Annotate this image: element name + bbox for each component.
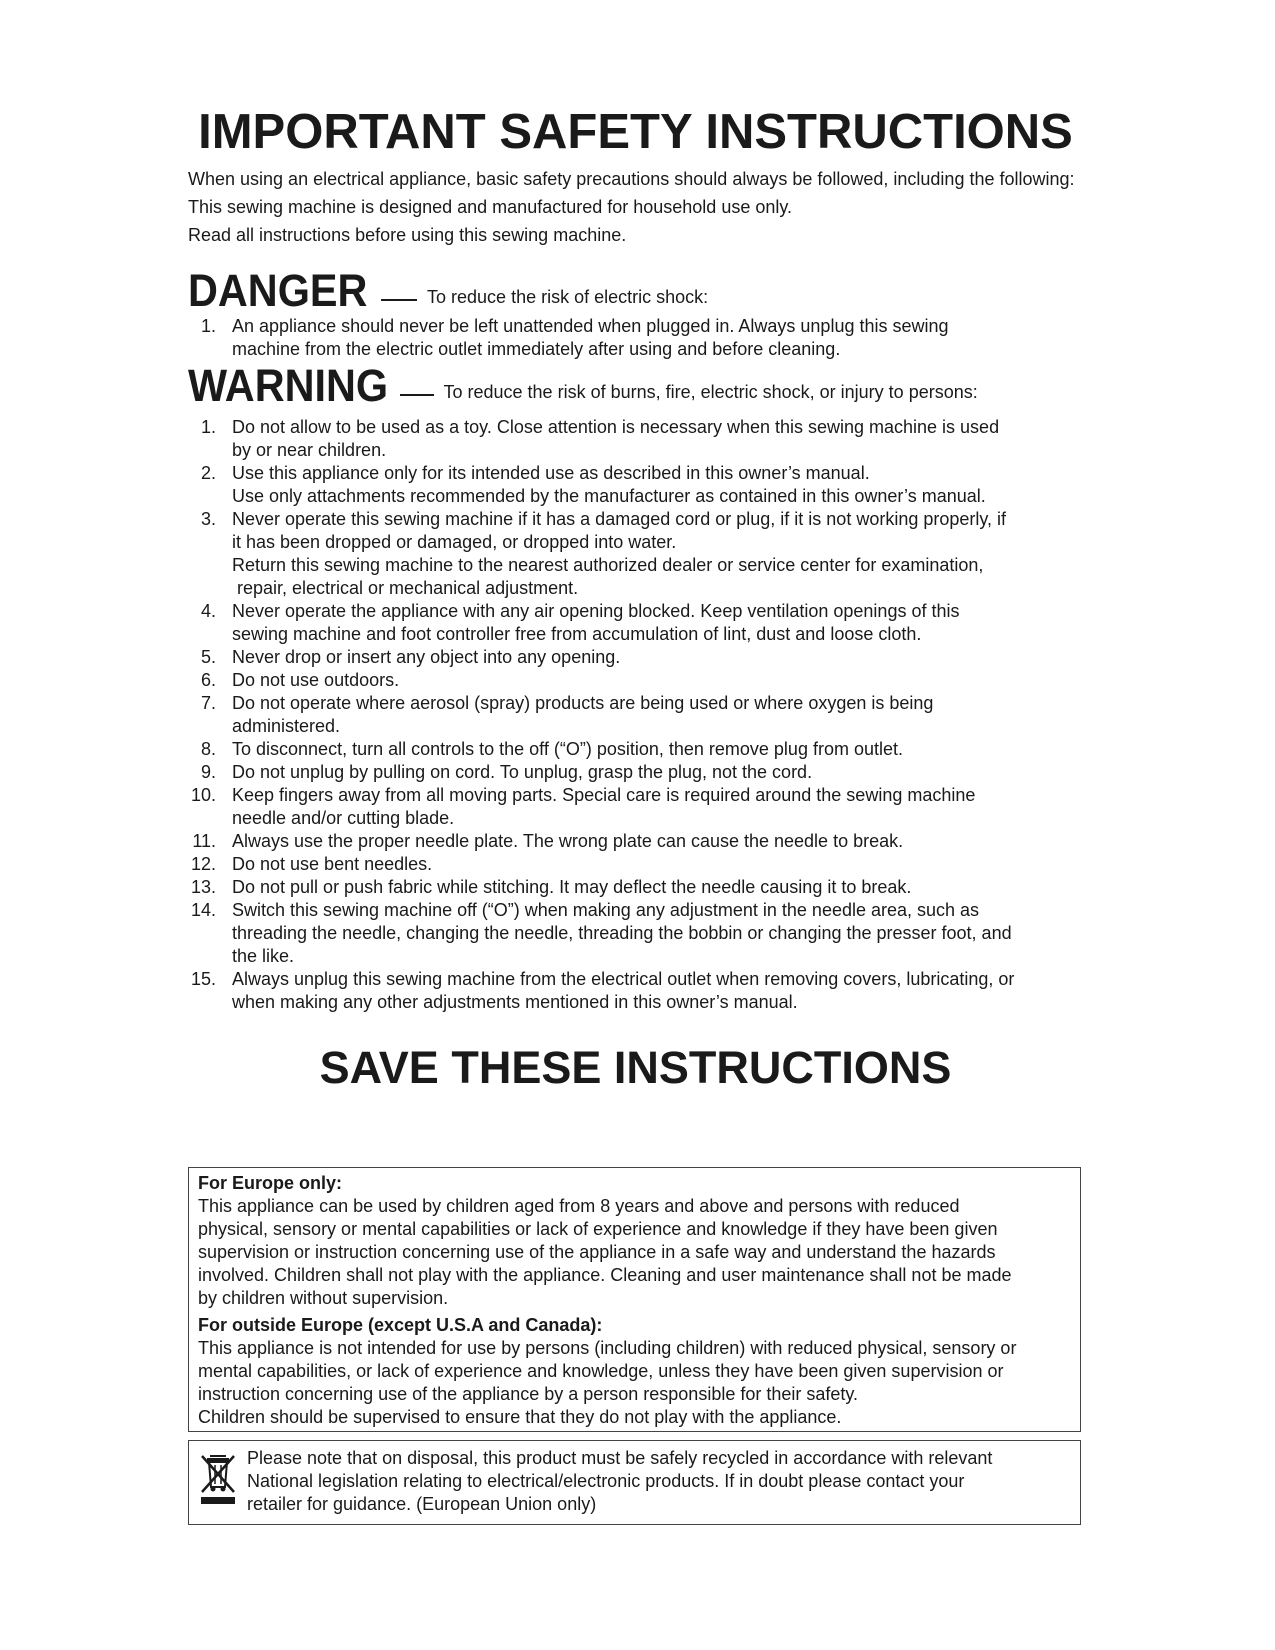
warning-item	[188, 830, 1083, 853]
warning-item	[188, 646, 1083, 669]
warning-item-number: 2.	[200, 463, 216, 483]
weee-crossed-bin-icon	[199, 1453, 237, 1505]
warning-item	[188, 761, 1083, 784]
warning-item-line: Return this sewing machine to the nearest authorized dealer or service center for examination,	[232, 555, 984, 575]
danger-word: DANGER	[188, 265, 368, 316]
warning-item-line: it has been dropped or damaged, or dropped into water.	[232, 532, 677, 552]
warning-item-line: Always use the proper needle plate. The wrong plate can cause the needle to break.	[232, 831, 904, 851]
warning-item-line: Never operate the appliance with any air opening blocked. Keep ventilation openings of this	[232, 601, 960, 621]
warning-item	[188, 853, 1083, 876]
danger-subtitle: To reduce the risk of electric shock:	[427, 287, 709, 307]
europe-notice-box	[188, 1167, 1081, 1432]
warning-item-line: To disconnect, turn all controls to the off (“O”) position, then remove plug from outlet.	[232, 739, 903, 759]
outside-europe-text-line: Children should be supervised to ensure that they do not play with the appliance.	[198, 1407, 842, 1427]
outside-europe-text-line: mental capabilities, or lack of experience and knowledge, unless they have been given supervision or	[198, 1361, 1004, 1381]
warning-item-number: 14.	[190, 900, 216, 920]
warning-item-number: 7.	[200, 693, 216, 713]
warning-item-line: Do not allow to be used as a toy. Close attention is necessary when this sewing machine is used	[232, 417, 1000, 437]
danger-item-line: An appliance should never be left unattended when plugged in. Always unplug this sewing	[232, 316, 949, 336]
warning-item-number: 5.	[200, 647, 216, 667]
warning-item-line: sewing machine and foot controller free from accumulation of lint, dust and loose cloth.	[232, 624, 922, 644]
warning-item-line: Use only attachments recommended by the manufacturer as contained in this owner’s manual.	[232, 486, 986, 506]
warning-item-number: 12.	[190, 854, 216, 874]
warning-item	[188, 899, 1083, 968]
warning-item	[188, 508, 1083, 600]
warning-item	[188, 968, 1083, 1014]
europe-text-line: This appliance can be used by children aged from 8 years and above and persons with reduced	[198, 1196, 960, 1216]
danger-list	[188, 315, 1083, 361]
warning-item-line: repair, electrical or mechanical adjustment.	[237, 578, 579, 598]
warning-item-number: 1.	[200, 417, 216, 437]
warning-item	[188, 692, 1083, 738]
outside-europe-text-line: instruction concerning use of the appliance by a person responsible for their safety.	[198, 1384, 859, 1404]
save-heading: SAVE THESE INSTRUCTIONS	[319, 1042, 952, 1093]
warning-item-line: Never drop or insert any object into any opening.	[232, 647, 621, 667]
intro-paragraph: This sewing machine is designed and manufactured for household use only.	[188, 197, 793, 217]
warning-item-line: Always unplug this sewing machine from the electrical outlet when removing covers, lubricating, or	[232, 969, 1015, 989]
warning-item-line: Keep fingers away from all moving parts. Special care is required around the sewing machine	[232, 785, 976, 805]
warning-item	[188, 738, 1083, 761]
danger-dash	[381, 299, 417, 301]
warning-item-line: the like.	[232, 946, 295, 966]
outside-europe-header: For outside Europe (except U.S.A and Canada):	[198, 1315, 603, 1335]
warning-item-line: threading the needle, changing the needle, threading the bobbin or changing the presser foot, and	[232, 923, 1012, 943]
warning-dash	[400, 394, 434, 396]
warning-item-line: Do not operate where aerosol (spray) products are being used or where oxygen is being	[232, 693, 934, 713]
warning-item	[188, 416, 1083, 462]
warning-item-number: 13.	[190, 877, 216, 897]
disposal-text-line: Please note that on disposal, this product must be safely recycled in accordance with relevant	[247, 1448, 993, 1468]
danger-item-number: 1.	[200, 316, 216, 336]
page-title: IMPORTANT SAFETY INSTRUCTIONS	[198, 105, 1073, 159]
warning-item-line: Do not use outdoors.	[232, 670, 400, 690]
warning-item-line: Do not use bent needles.	[232, 854, 433, 874]
outside-europe-text	[198, 1337, 1071, 1429]
disposal-text	[247, 1447, 1071, 1516]
warning-item	[188, 462, 1083, 508]
warning-item-number: 11.	[192, 831, 216, 851]
danger-heading	[188, 265, 709, 316]
warning-list	[188, 416, 1083, 1014]
warning-item-line: Never operate this sewing machine if it has a damaged cord or plug, if it is not working properly, if	[232, 509, 1007, 529]
warning-item-number: 8.	[200, 739, 216, 759]
warning-item-line: administered.	[232, 716, 341, 736]
warning-item-line: by or near children.	[232, 440, 387, 460]
warning-item-line: Use this appliance only for its intended use as described in this owner’s manual.	[232, 463, 870, 483]
danger-item-line: machine from the electric outlet immediately after using and before cleaning.	[232, 339, 841, 359]
europe-text-line: physical, sensory or mental capabilities or lack of experience and knowledge if they have been given	[198, 1219, 998, 1239]
warning-item	[188, 784, 1083, 830]
europe-text	[198, 1195, 1071, 1310]
warning-item-line: needle and/or cutting blade.	[232, 808, 455, 828]
europe-header: For Europe only:	[198, 1173, 342, 1193]
warning-item-line: Do not unplug by pulling on cord. To unplug, grasp the plug, not the cord.	[232, 762, 813, 782]
warning-subtitle: To reduce the risk of burns, fire, electric shock, or injury to persons:	[443, 382, 978, 402]
europe-text-line: supervision or instruction concerning use of the appliance in a safe way and understand the hazards	[198, 1242, 996, 1262]
warning-item	[188, 669, 1083, 692]
warning-heading	[188, 360, 978, 411]
europe-text-line: involved. Children shall not play with the appliance. Cleaning and user maintenance shall not be made	[198, 1265, 1012, 1285]
disposal-notice-box	[188, 1440, 1081, 1525]
disposal-text-line: National legislation relating to electrical/electronic products. If in doubt please contact your	[247, 1471, 965, 1491]
europe-text-line: by children without supervision.	[198, 1288, 449, 1308]
warning-item-line: Do not pull or push fabric while stitching. It may deflect the needle causing it to break.	[232, 877, 912, 897]
outside-europe-text-line: This appliance is not intended for use by persons (including children) with reduced physical, sensory or	[198, 1338, 1017, 1358]
disposal-text-line: retailer for guidance. (European Union only)	[247, 1494, 597, 1514]
warning-item-number: 4.	[200, 601, 216, 621]
warning-item-line: Switch this sewing machine off (“O”) when making any adjustment in the needle area, such as	[232, 900, 980, 920]
intro-paragraph: Read all instructions before using this sewing machine.	[188, 225, 627, 245]
warning-item-line: when making any other adjustments mentioned in this owner’s manual.	[232, 992, 798, 1012]
warning-item	[188, 600, 1083, 646]
intro	[188, 168, 1083, 252]
warning-word: WARNING	[188, 360, 389, 411]
warning-item-number: 10.	[190, 785, 216, 805]
warning-item-number: 6.	[200, 670, 216, 690]
warning-item	[188, 876, 1083, 899]
danger-item	[188, 315, 1083, 361]
warning-item-number: 9.	[200, 762, 216, 782]
warning-item-number: 3.	[200, 509, 216, 529]
intro-paragraph: When using an electrical appliance, basic safety precautions should always be followed, including the following:	[188, 169, 1075, 189]
warning-item-number: 15.	[190, 969, 216, 989]
